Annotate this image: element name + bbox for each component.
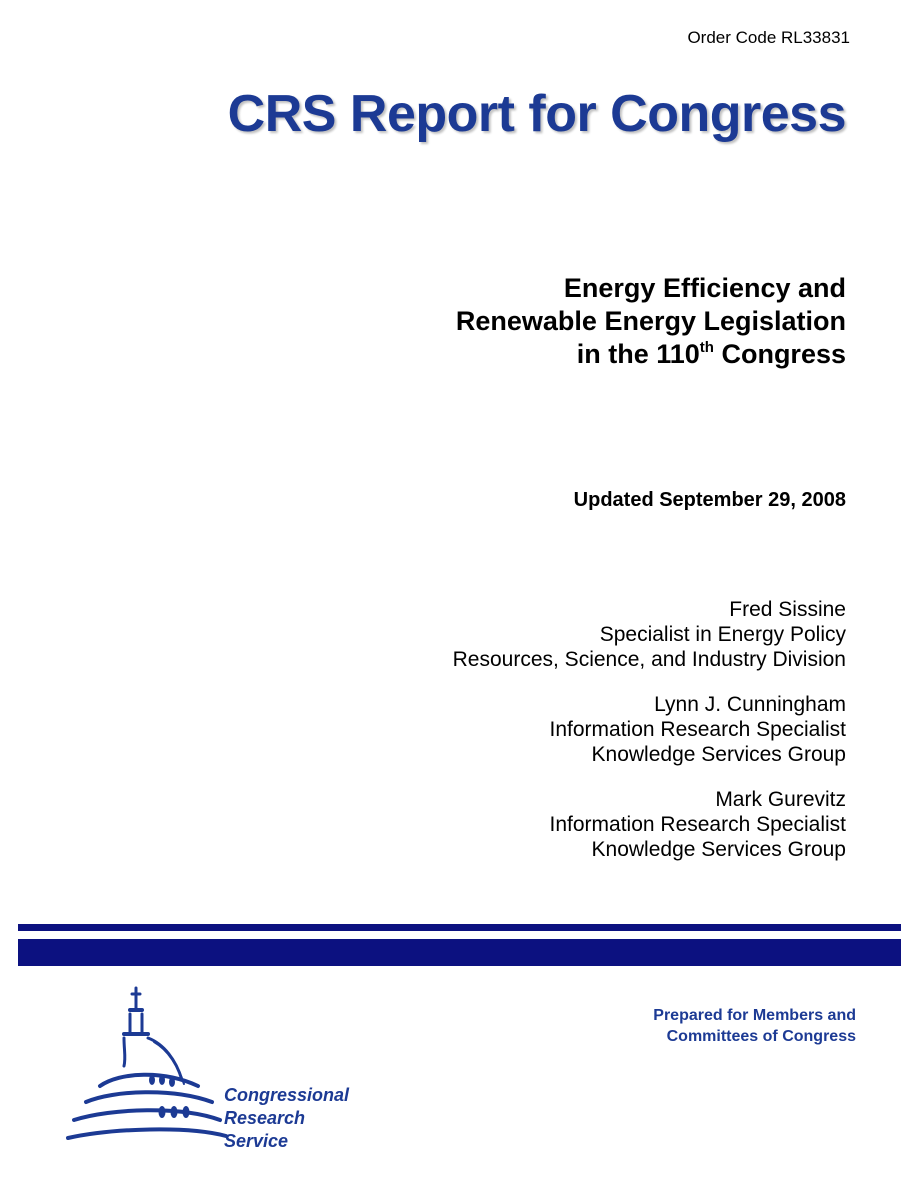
author-name: Fred Sissine <box>729 598 846 621</box>
title-superscript: th <box>699 339 714 356</box>
author-division: Resources, Science, and Industry Division <box>452 648 846 671</box>
divider-thin <box>18 924 901 931</box>
author-division: Knowledge Services Group <box>591 838 846 861</box>
document-title <box>456 272 846 371</box>
author-block <box>453 597 846 672</box>
title-line-3-text: in the 110 <box>576 339 700 369</box>
logo-line-2: Research <box>224 1108 306 1128</box>
order-code: Order Code RL33831 <box>687 28 850 47</box>
author-title: Specialist in Energy Policy <box>599 623 846 646</box>
prepared-for <box>653 1005 856 1047</box>
document-title-line-3 <box>456 338 846 371</box>
logo-line-3: Service <box>224 1131 289 1151</box>
author-block <box>453 787 846 862</box>
divider-thick <box>18 939 901 966</box>
prepared-line-2: Committees of Congress <box>666 1028 856 1045</box>
title-line-3-tail: Congress <box>713 339 846 369</box>
report-title: CRS Report for Congress <box>227 85 846 143</box>
author-block <box>453 692 846 767</box>
author-list <box>453 597 846 882</box>
document-title-line-1: Energy Efficiency and <box>563 273 846 303</box>
author-title: Information Research Specialist <box>549 718 846 741</box>
prepared-line-1: Prepared for Members and <box>653 1007 856 1024</box>
crs-logo <box>64 980 364 1160</box>
logo-line-1: Congressional <box>224 1085 350 1105</box>
capitol-dome-icon <box>64 980 234 1160</box>
updated-date: Updated September 29, 2008 <box>573 489 846 511</box>
author-title: Information Research Specialist <box>549 813 846 836</box>
logo-wordmark <box>224 1084 349 1153</box>
document-title-line-2: Renewable Energy Legislation <box>455 306 846 336</box>
author-name: Lynn J. Cunningham <box>654 693 846 716</box>
author-name: Mark Gurevitz <box>715 788 846 811</box>
author-division: Knowledge Services Group <box>591 743 846 766</box>
